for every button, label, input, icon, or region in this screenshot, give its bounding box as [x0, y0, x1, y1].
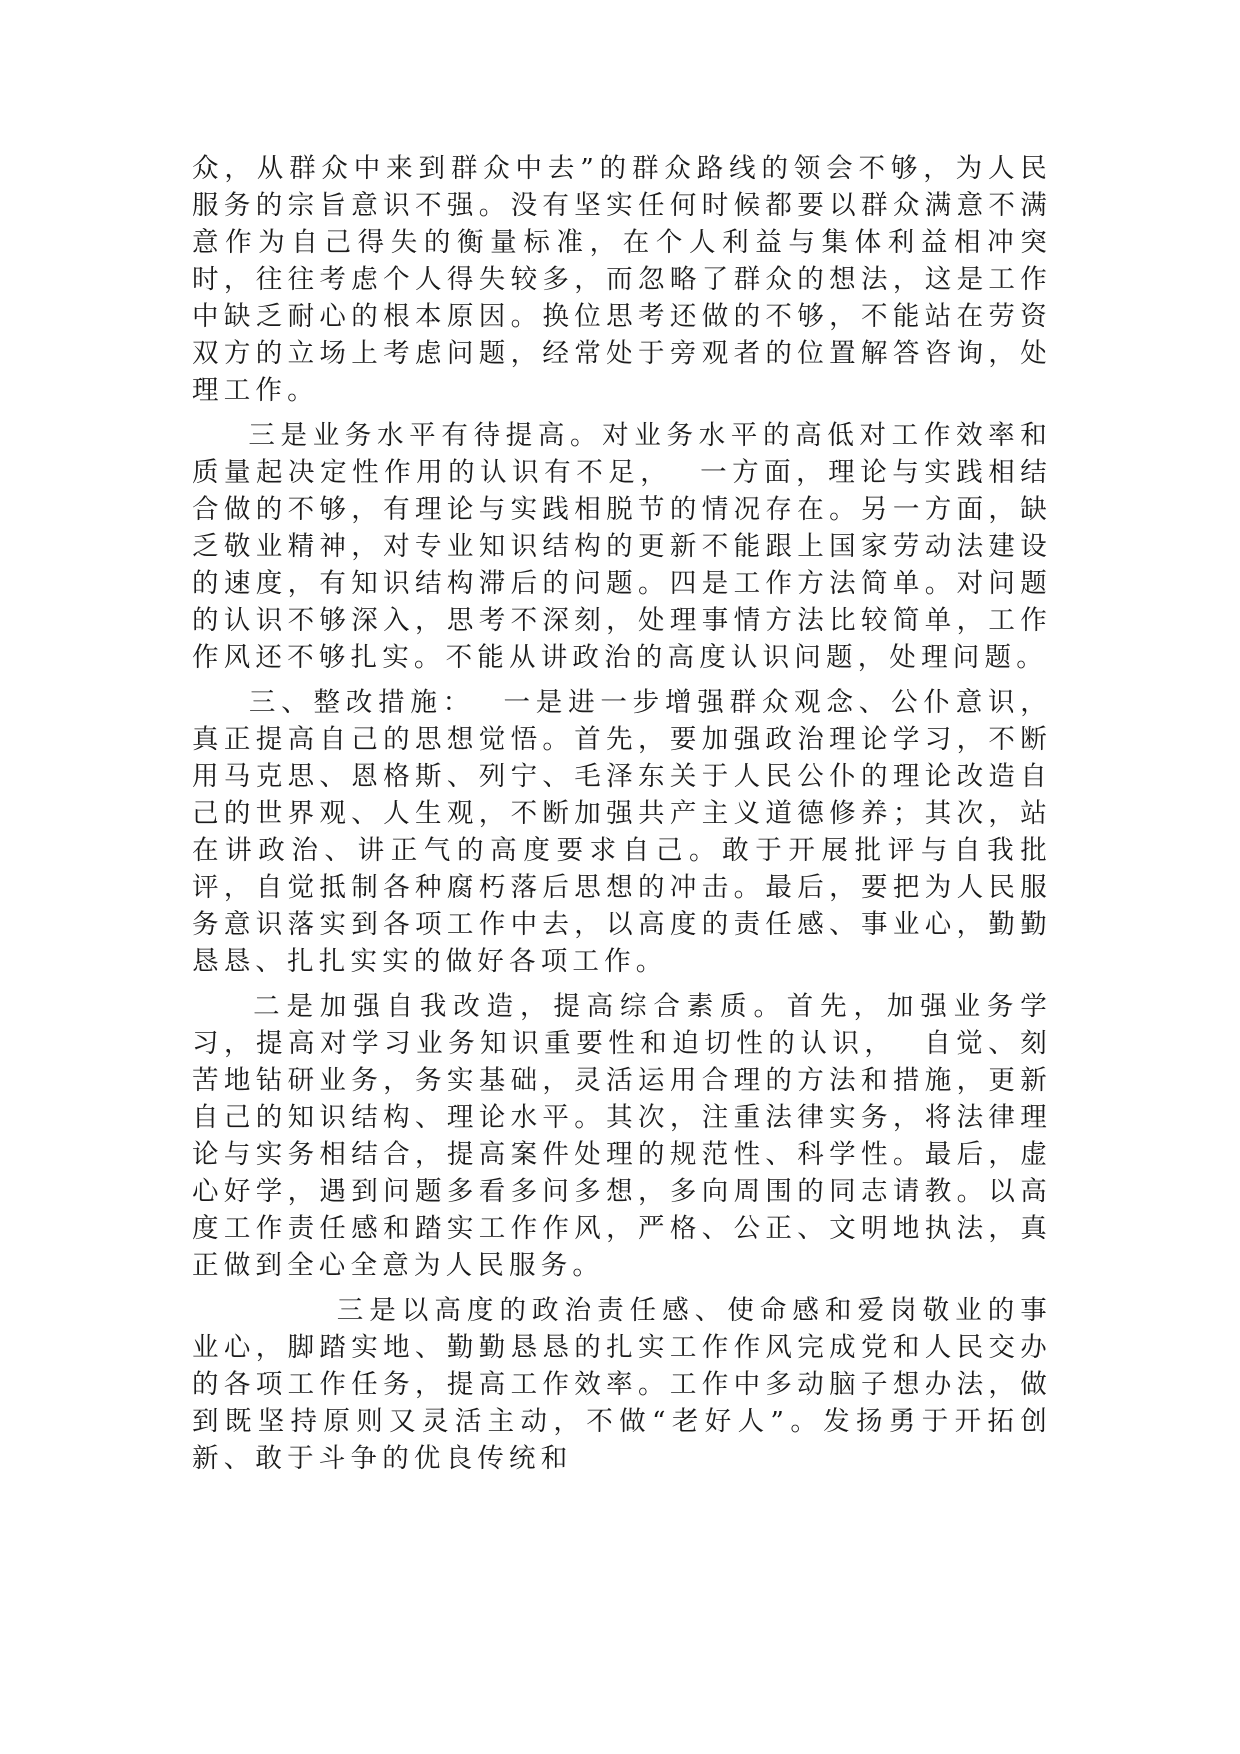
- paragraph-4: 二是加强自我改造，提高综合素质。首先，加强业务学习，提高对学习业务知识重要性和迫切性的认识， 自觉、刻苦地钻研业务，务实基础，灵活运用合理的方法和措施，更新自己的知识结构、理论水平。其次，注重法律实务，将法律理论与实务相结合，提高案件处理的规范性、科学性。最后，虚心好学，遇到问题多看多问多想，多向周围的同志请教。以高度工作责任感和踏实工作作风，严格、公正、文明地执法，真正做到全心全意为人民服务。: [192, 991, 1052, 1281]
- paragraph-3: 三、整改措施： 一是进一步增强群众观念、公仆意识，真正提高自己的思想觉悟。首先，要加强政治理论学习，不断用马克思、恩格斯、列宁、毛泽东关于人民公仆的理论改造自己的世界观、人生观，不断加强共产主义道德修养；其次，站在讲政治、讲正气的高度要求自己。敢于开展批评与自我批评，自觉抵制各种腐朽落后思想的冲击。最后，要把为人民服务意识落实到各项工作中去，以高度的责任感、事业心，勤勤恳恳、扎扎实实的做好各项工作。: [192, 687, 1052, 977]
- paragraph-5: 三是以高度的政治责任感、使命感和爱岗敬业的事业心，脚踏实地、勤勤恳恳的扎实工作作风完成党和人民交办的各项工作任务，提高工作效率。工作中多动脑子想办法，做到既坚持原则又灵活主动，不做“老好人”。发扬勇于开拓创新、敢于斗争的优良传统和: [192, 1295, 1052, 1474]
- paragraph-1: 众，从群众中来到群众中去”的群众路线的领会不够，为人民服务的宗旨意识不强。没有坚实任何时候都要以群众满意不满意作为自己得失的衡量标准，在个人利益与集体利益相冲突时，往往考虑个人得失较多，而忽略了群众的想法，这是工作中缺乏耐心的根本原因。换位思考还做的不够，不能站在劳资双方的立场上考虑问题，经常处于旁观者的位置解答咨询，处理工作。: [192, 153, 1052, 406]
- paragraph-2: 三是业务水平有待提高。对业务水平的高低对工作效率和质量起决定性作用的认识有不足， 一方面，理论与实践相结合做的不够，有理论与实践相脱节的情况存在。另一方面，缺乏敬业精神，对专业知识结构的更新不能跟上国家劳动法建设的速度，有知识结构滞后的问题。四是工作方法简单。对问题的认识不够深入，思考不深刻，处理事情方法比较简单，工作作风还不够扎实。不能从讲政治的高度认识问题，处理问题。: [192, 420, 1053, 673]
- document-body: [192, 150, 1052, 1485]
